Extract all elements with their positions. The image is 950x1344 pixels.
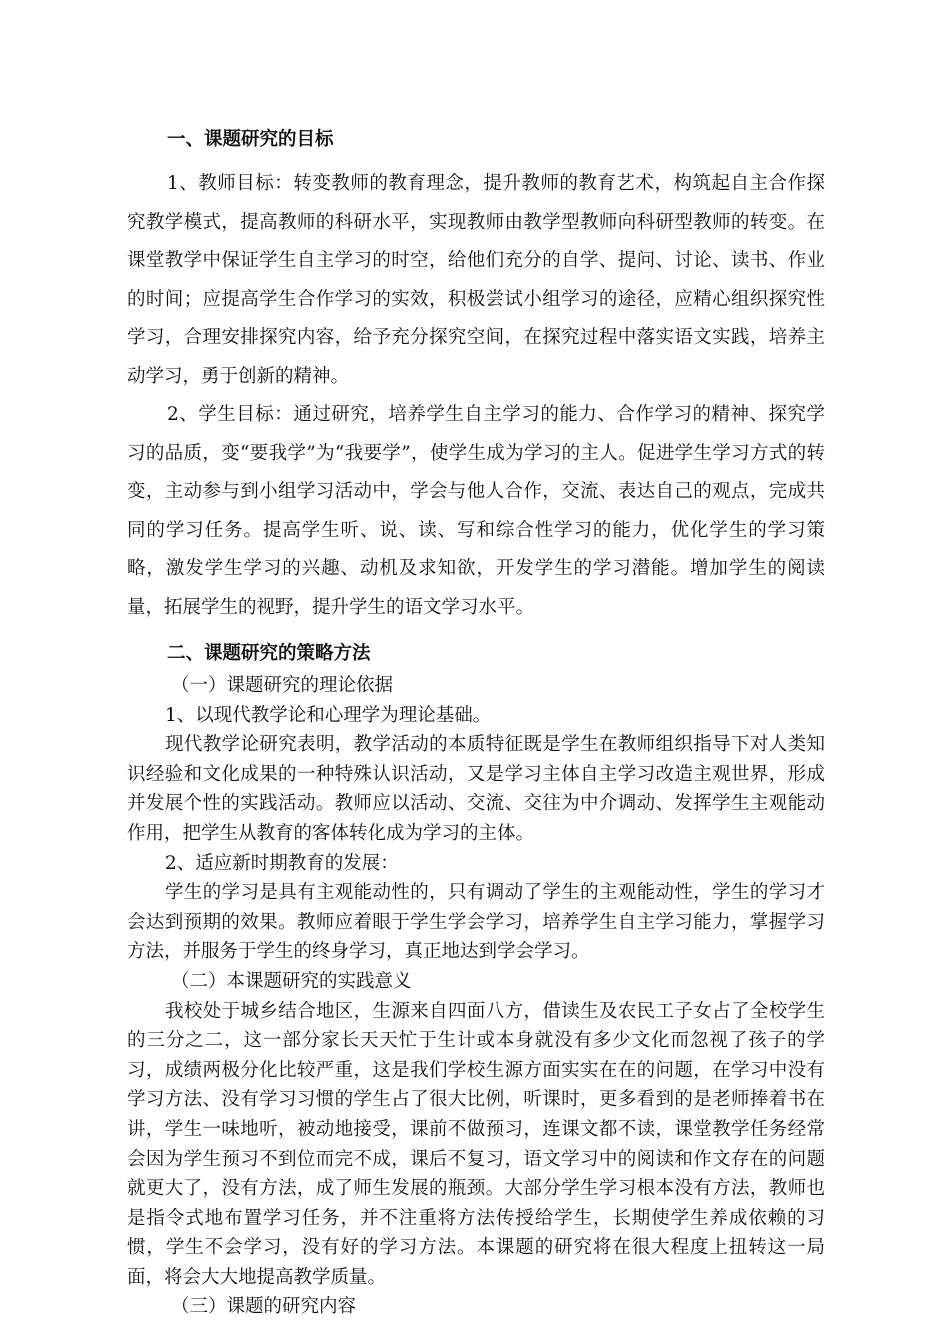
section-2-heading: 二、课题研究的策略方法 [167,643,371,664]
part-3-heading: （三）课题的研究内容 [171,1296,357,1318]
part-2-paragraph: 我校处于城乡结合地区，生源来自四面八方，借读生及农民工子女占了全校学生的三分之二，这一部分家长天天忙于生计或本身就没有多少文化而忽视了孩子的学习，成绩两极分化比较严重，这是我们学校生源方面实实在在的问题，在学习中没有学习方法、没有学习习惯的学生占了很大比例，听课时，更多看到的是老师捧着书在讲，学生一味地听，被动地接受，课前不做预习，连课文都不读，课堂教学任务经常会因为学生预习不到位而完不成，课后不复习，语文学习中的阅读和作文存在的问题就更大了，没有方法，成了师生发展的瓶颈。大部分学生学习根本没有方法，教师也是指令式地布置学习任务，并不注重将方法传授给学生，长期使学生养成依赖的习惯，学生不会学习，没有好的学习方法。本课题的研究将在很大程度上扭转这一局面，将会大大地提高教学质量。 [127,1000,825,1288]
teacher-goal-paragraph: 1、教师目标：转变教师的教育理念，提升教师的教育艺术，构筑起自主合作探究教学模式，提高教师的科研水平，实现教师由教学型教师向科研型教师的转变。在课堂教学中保证学生自主学习的时空，给他们充分的自学、提问、讨论、读书、作业的时间；应提高学生合作学习的实效，积极尝试小组学习的途径，应精心组织探究性学习，合理安排探究内容，给予充分探究空间，在探究过程中落实语文实践，培养主动学习，勇于创新的精神。 [127,173,825,387]
document-body [127,122,825,1322]
section-1-heading: 一、课题研究的目标 [167,129,334,150]
item-2-paragraph: 学生的学习是具有主观能动性的，只有调动了学生的主观能动性，学生的学习才会达到预期的效果。教师应着眼于学生学会学习，培养学生自主学习能力，掌握学习方法，并服务于学生的终身学习，真正地达到学会学习。 [127,882,825,963]
student-goal-paragraph: 2、学生目标：通过研究，培养学生自主学习的能力、合作学习的精神、探究学习的品质，变“要我学”为“我要学”，使学生成为学习的主人。促进学生学习方式的转变，主动参与到小组学习活动中，学会与他人合作，交流、表达自己的观点，完成共同的学习任务。提高学生听、说、读、写和综合性学习的能力，优化学生的学习策略，激发学生学习的兴趣、动机及求知欲，开发学生的学习潜能。增加学生的阅读量，拓展学生的视野，提升学生的语文学习水平。 [127,404,825,618]
item-1-paragraph: 现代教学论研究表明，教学活动的本质特征既是学生在教师组织指导下对人类知识经验和文化成果的一种特殊认识活动，又是学习主体自主学习改造主观世界，形成并发展个性的实践活动。教师应以活动、交流、交往为中介调动、发挥学生主观能动作用，把学生从教育的客体转化成为学习的主体。 [127,734,825,844]
item-1-heading: 1、以现代教学论和心理学为理论基础。 [165,704,492,726]
item-2-heading: 2、适应新时期教育的发展： [165,852,399,874]
part-2-heading: （二）本课题研究的实践意义 [171,970,412,992]
part-1-heading: （一）课题研究的理论依据 [171,675,394,696]
